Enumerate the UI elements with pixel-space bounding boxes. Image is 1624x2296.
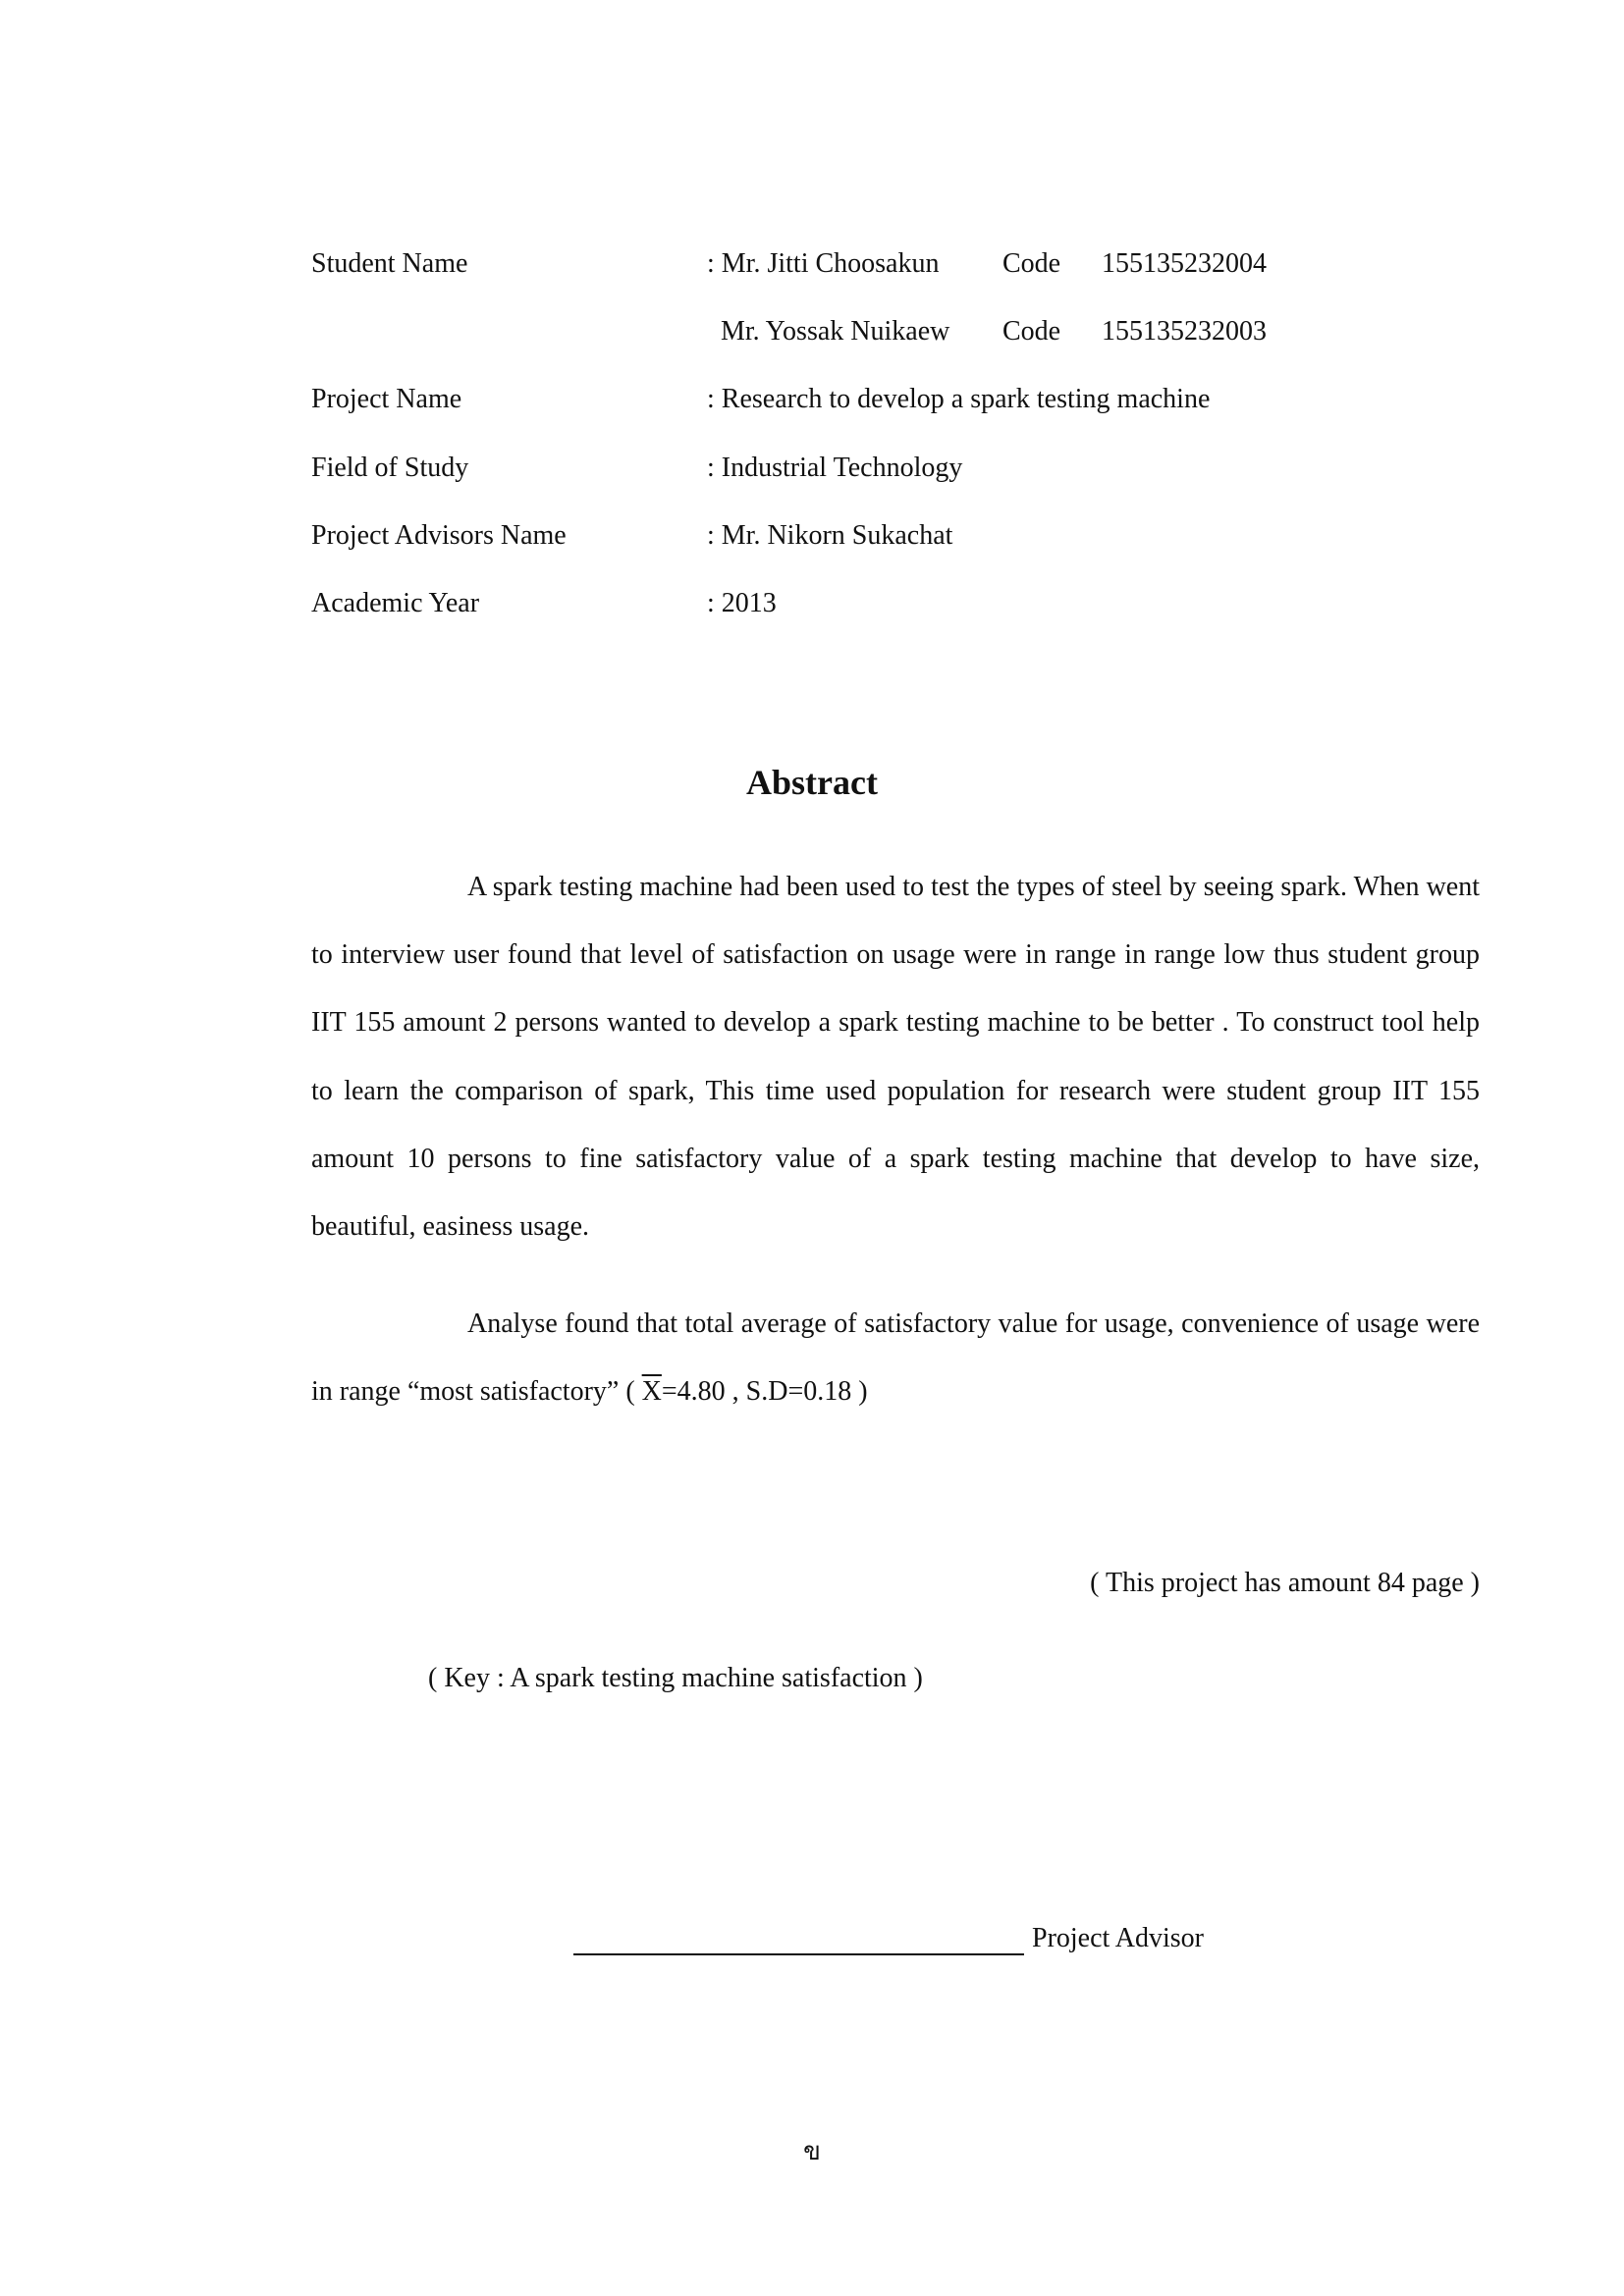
- page-count-note: ( This project has amount 84 page ): [1090, 1568, 1480, 1598]
- academic-year-label: Academic Year: [311, 588, 480, 618]
- project-name-value: : Research to develop a spark testing machine: [707, 384, 1211, 414]
- project-name-label: Project Name: [311, 384, 462, 414]
- abstract-paragraph-2: [311, 1290, 1480, 1425]
- page-number: ข: [803, 2137, 821, 2165]
- field-of-study-value: : Industrial Technology: [707, 453, 963, 483]
- paragraph-2-text: Analyse found that total average of satisfactory value for usage, convenience of usage were in range “most satisfactory” (: [311, 1308, 1480, 1408]
- advisor-label: Project Advisors Name: [311, 520, 567, 551]
- paragraph-2-stats: =4.80 , S.D=0.18 ): [661, 1376, 868, 1408]
- signature-label: Project Advisor: [1032, 1923, 1204, 1953]
- mean-symbol: $\overline{X}$: [641, 1376, 662, 1408]
- signature-line: [573, 1953, 1024, 1955]
- student-name-label: Student Name: [311, 248, 468, 279]
- student-name-1: : Mr. Jitti Choosakun: [707, 248, 940, 279]
- student-name-2: Mr. Yossak Nuikaew: [721, 316, 950, 347]
- student-code-label-2: Code: [1002, 316, 1061, 347]
- student-code-1: 155135232004: [1102, 248, 1267, 279]
- field-of-study-label: Field of Study: [311, 453, 469, 483]
- student-code-2: 155135232003: [1102, 316, 1267, 347]
- abstract-paragraph-1: A spark testing machine had been used to test the types of steel by seeing spark. When went to interview user found that level of satisfaction on usage were in range in range low thus student group IIT 155 amount 2 persons wanted to develop a spark testing machine to be better . To construct tool help to learn the comparison of spark, This time used population for research were student group IIT 155 amount 10 persons to fine satisfactory value of a spark testing machine that develop to have size, beautiful, easiness usage.: [311, 872, 1480, 1243]
- advisor-value: : Mr. Nikorn Sukachat: [707, 520, 953, 551]
- academic-year-value: : 2013: [707, 588, 777, 618]
- keyword-note: ( Key : A spark testing machine satisfaction ): [428, 1663, 923, 1693]
- abstract-title: Abstract: [746, 763, 878, 802]
- student-code-label-1: Code: [1002, 248, 1061, 279]
